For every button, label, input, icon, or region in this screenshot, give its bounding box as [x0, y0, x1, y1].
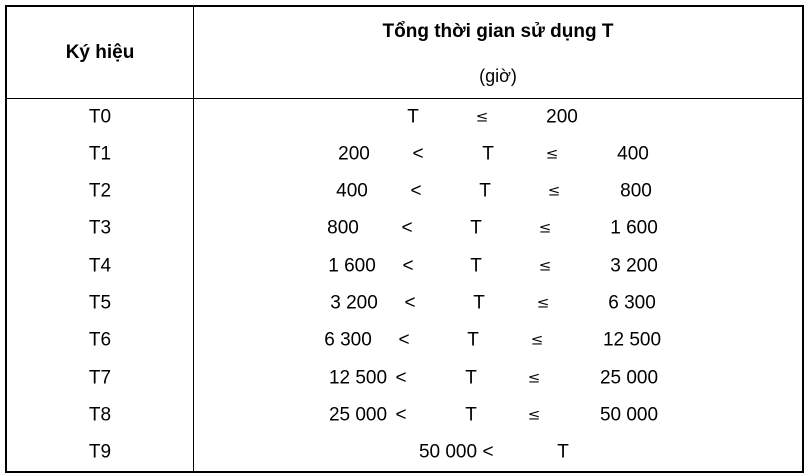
- less-equal-sign: ≤: [538, 218, 552, 237]
- less-equal-sign: ≤: [536, 293, 550, 312]
- time-variable: T: [407, 106, 419, 127]
- upper-bound: 12 500: [602, 329, 662, 351]
- lower-bound: 400: [336, 180, 368, 202]
- less-equal-sign: ≤: [538, 256, 552, 275]
- lower-bound: 25 000: [328, 404, 388, 426]
- less-than-sign: <: [404, 292, 416, 314]
- less-than-sign: <: [412, 143, 424, 165]
- less-equal-sign: ≤: [527, 405, 541, 424]
- symbol-code: T1: [88, 143, 112, 165]
- symbol-code: T7: [88, 367, 112, 389]
- unit-label: (giờ): [479, 66, 517, 86]
- table-row: [7, 135, 802, 172]
- table-row: [7, 210, 802, 247]
- table-row: [7, 322, 802, 359]
- upper-bound: 1 600: [610, 217, 658, 239]
- less-equal-sign: ≤: [475, 107, 489, 125]
- time-variable: T: [482, 143, 494, 165]
- symbol-code: T9: [88, 441, 112, 463]
- time-variable: T: [467, 329, 479, 351]
- upper-bound: 3 200: [610, 255, 658, 277]
- time-variable: T: [465, 367, 477, 389]
- less-equal-sign: ≤: [547, 181, 561, 200]
- table-header: [7, 7, 802, 99]
- upper-bound: 25 000: [599, 367, 659, 389]
- upper-bound: 400: [617, 143, 649, 165]
- less-equal-sign: ≤: [545, 144, 559, 163]
- table-row: [7, 173, 802, 210]
- upper-bound: 50 000: [599, 404, 659, 426]
- upper-bound: 6 300: [608, 292, 656, 314]
- upper-bound: 800: [620, 180, 652, 202]
- less-than-sign: <: [482, 441, 494, 463]
- table-row: [7, 285, 802, 322]
- upper-bound: 200: [546, 106, 578, 127]
- time-variable: T: [557, 441, 569, 463]
- total-time-column-header: Tổng thời gian sử dụng T: [382, 21, 614, 42]
- table-row: [7, 247, 802, 284]
- symbol-code: T4: [88, 255, 112, 277]
- lower-bound: 800: [327, 217, 359, 239]
- table-row: [7, 434, 802, 471]
- lower-bound: 1 600: [328, 255, 376, 277]
- lower-bound: 12 500: [328, 367, 388, 389]
- symbol-code: T3: [88, 217, 112, 239]
- less-than-sign: <: [401, 217, 413, 239]
- symbol-code: T8: [88, 404, 112, 426]
- time-variable: T: [479, 180, 491, 202]
- less-than-sign: <: [398, 329, 410, 351]
- less-than-sign: <: [410, 180, 422, 202]
- usage-time-table: [5, 5, 804, 473]
- table-row: [7, 359, 802, 396]
- symbol-code: T2: [88, 180, 112, 202]
- time-variable: T: [465, 404, 477, 426]
- lower-bound: 50 000: [418, 441, 478, 463]
- time-variable: T: [470, 255, 482, 277]
- lower-bound: 6 300: [324, 329, 372, 351]
- symbol-column-header: Ký hiệu: [65, 41, 135, 63]
- time-variable: T: [470, 217, 482, 239]
- lower-bound: 3 200: [330, 292, 378, 314]
- symbol-code: T6: [88, 329, 112, 351]
- table-row: [7, 98, 802, 135]
- less-than-sign: <: [402, 255, 414, 277]
- table-row: [7, 396, 802, 433]
- lower-bound: 200: [338, 143, 370, 165]
- less-equal-sign: ≤: [530, 330, 544, 349]
- less-than-sign: <: [395, 367, 407, 389]
- time-variable: T: [473, 292, 485, 314]
- symbol-code: T5: [88, 292, 112, 314]
- less-equal-sign: ≤: [527, 368, 541, 387]
- less-than-sign: <: [395, 404, 407, 426]
- symbol-code: T0: [88, 106, 112, 127]
